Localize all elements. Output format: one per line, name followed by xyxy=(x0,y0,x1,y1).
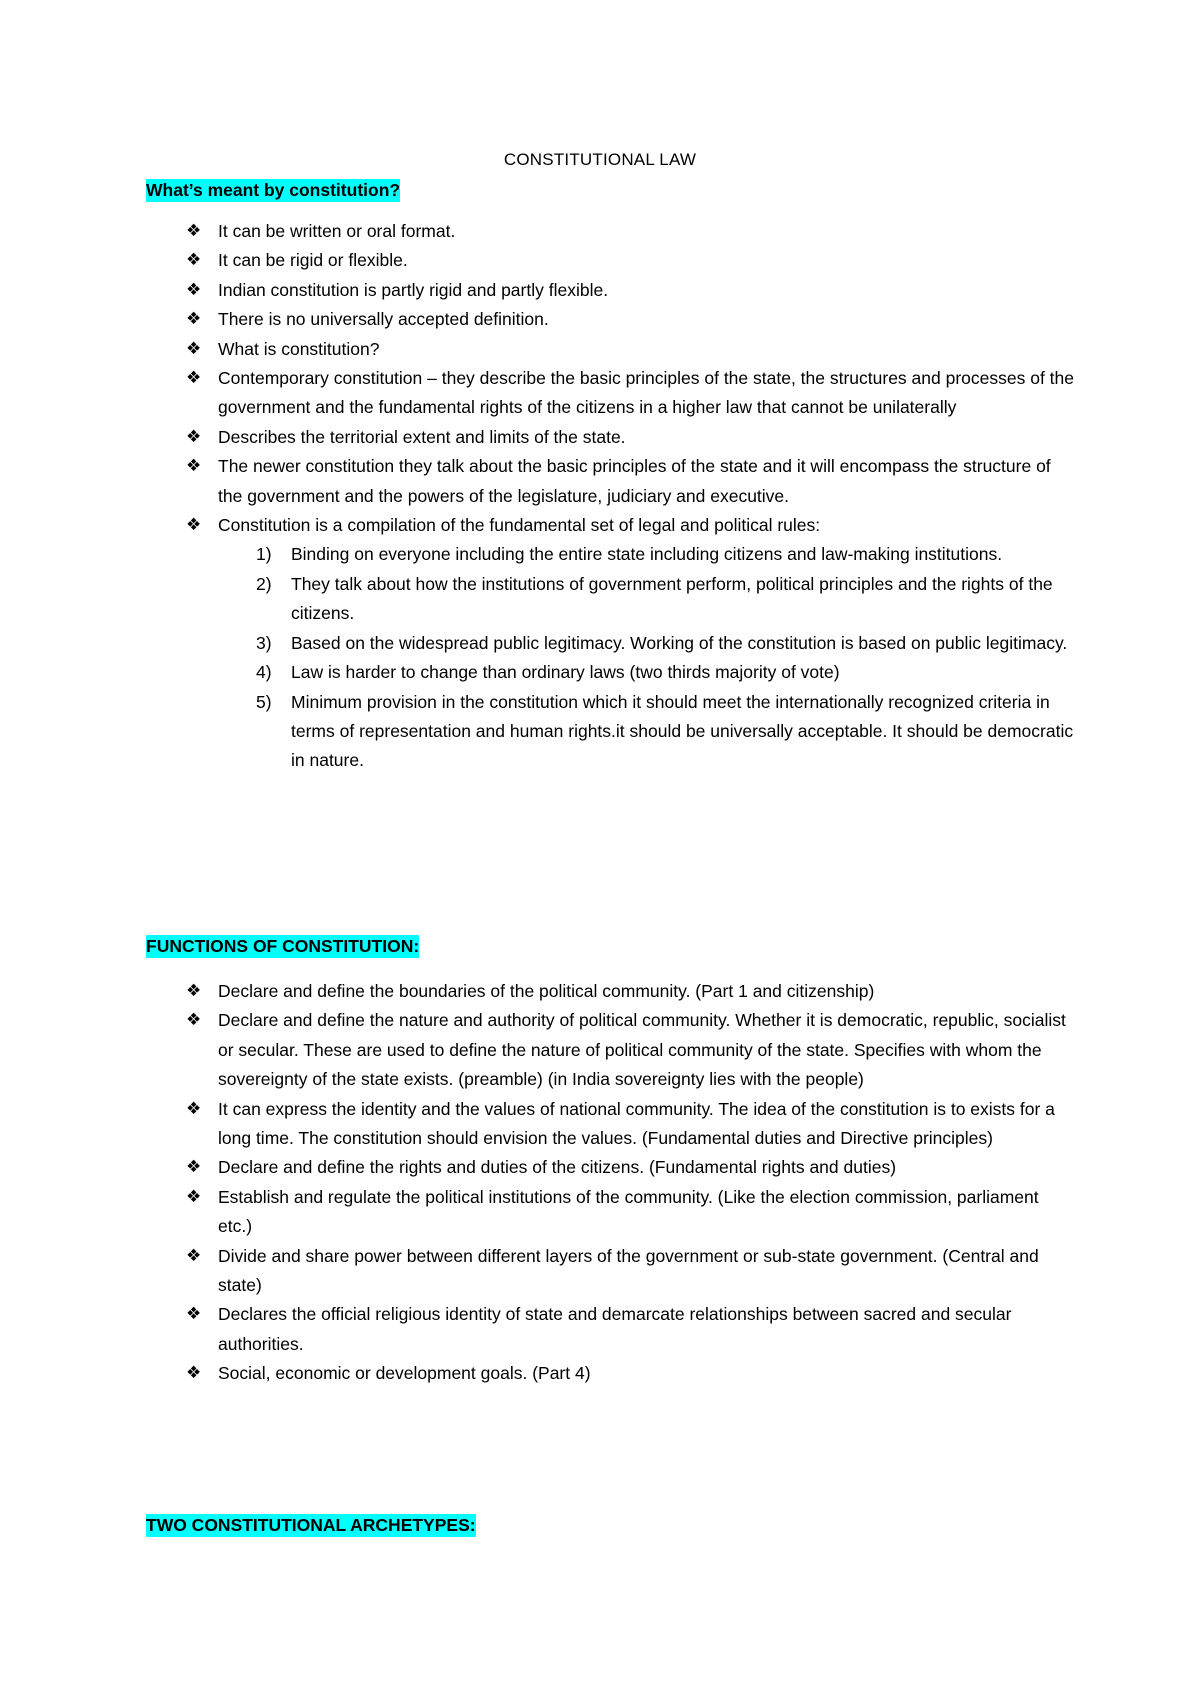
highlighted-heading-text: FUNCTIONS OF CONSTITUTION: xyxy=(146,936,420,956)
numbered-item: 4) Law is harder to change than ordinary laws (two thirds majority of vote) xyxy=(146,658,1076,687)
list-item: ❖ Contemporary constitution – they describe the basic principles of the state, the structures and processes of the government and the fundamental rights of the citizens in a higher law that cannot be unilaterally xyxy=(146,364,1076,423)
numbered-list-rules xyxy=(218,540,1076,775)
section-heading-functions xyxy=(146,934,419,958)
list-item: ❖ It can be written or oral format. xyxy=(146,217,1076,246)
list-item: ❖ Declare and define the rights and duties of the citizens. (Fundamental rights and duties) xyxy=(146,1153,1076,1182)
diamond-bullet-icon: ❖ xyxy=(186,456,202,477)
list-item: ❖ Social, economic or development goals. (Part 4) xyxy=(146,1359,1076,1388)
numbered-item: 1) Binding on everyone including the entire state including citizens and law-making institutions. xyxy=(146,540,1076,569)
list-item: ❖ What is constitution? xyxy=(146,335,1076,364)
list-item: ❖ It can be rigid or flexible. xyxy=(146,246,1076,275)
item-number: 2) xyxy=(256,573,272,594)
list-item: ❖ Declares the official religious identity of state and demarcate relationships between sacred and secular authorities. xyxy=(146,1300,1076,1359)
list-item: ❖ The newer constitution they talk about the basic principles of the state and it will encompass the structure of the government and the powers of the legislature, judiciary and executive. xyxy=(146,452,1076,511)
list-item: ❖ Establish and regulate the political institutions of the community. (Like the election commission, parliament etc.) xyxy=(146,1183,1076,1242)
list-item: ❖ Constitution is a compilation of the fundamental set of legal and political rules: 1) Binding on everyone including the entire state including citizens and law-making institutions. 2) They talk about how the institutions of government perform, political principles and the rights of the citizens. 3) Based on the widespread public legitimacy. Working of the constitution is based on public legitimacy. 4) Law is harder to change than ordinary laws (two thirds majority of vote) 5) Minimum provision in the constitution which it should meet the internationally recognized criteria in terms of representation and human rights.it should be universally acceptable. It should be democratic in nature. xyxy=(146,511,1076,776)
diamond-bullet-icon: ❖ xyxy=(186,1157,202,1178)
diamond-bullet-icon: ❖ xyxy=(186,426,202,447)
list-item: ❖ There is no universally accepted definition. xyxy=(146,305,1076,334)
highlighted-heading-text: TWO CONSTITUTIONAL ARCHETYPES: xyxy=(146,1515,476,1535)
diamond-bullet-icon: ❖ xyxy=(186,250,202,271)
list-item: ❖ Divide and share power between different layers of the government or sub-state government. (Central and state) xyxy=(146,1242,1076,1301)
section-heading-meaning xyxy=(146,178,400,202)
numbered-item: 3) Based on the widespread public legitimacy. Working of the constitution is based on public legitimacy. xyxy=(146,629,1076,658)
diamond-bullet-icon: ❖ xyxy=(186,309,202,330)
list-item: ❖ Describes the territorial extent and limits of the state. xyxy=(146,423,1076,452)
list-item: ❖ Declare and define the nature and authority of political community. Whether it is democratic, republic, socialist or secular. These are used to define the nature of political community of the state. Specifies with whom the sovereignty of the state exists. (preamble) (in India sovereignty lies with the people) xyxy=(146,1006,1076,1094)
diamond-bullet-icon: ❖ xyxy=(186,1010,202,1031)
diamond-bullet-icon: ❖ xyxy=(186,981,202,1001)
section-functions-body xyxy=(146,977,1076,1389)
list-item: ❖ Indian constitution is partly rigid and partly flexible. xyxy=(146,276,1076,305)
numbered-item: 5) Minimum provision in the constitution which it should meet the internationally recognized criteria in terms of representation and human rights.it should be universally acceptable. It should be democratic in nature. xyxy=(146,688,1076,776)
diamond-bullet-icon: ❖ xyxy=(186,368,202,389)
diamond-bullet-icon: ❖ xyxy=(186,515,202,536)
item-number: 4) xyxy=(256,662,272,683)
section-heading-archetypes xyxy=(146,1513,476,1537)
bullet-list-meaning xyxy=(146,217,1076,776)
item-number: 3) xyxy=(256,632,272,653)
document-title: CONSTITUTIONAL LAW xyxy=(503,150,697,169)
diamond-bullet-icon: ❖ xyxy=(186,221,202,241)
numbered-item: 2) They talk about how the institutions of government perform, political principles and the rights of the citizens. xyxy=(146,570,1076,629)
diamond-bullet-icon: ❖ xyxy=(186,1363,202,1384)
diamond-bullet-icon: ❖ xyxy=(186,338,202,359)
bullet-list-functions xyxy=(146,977,1076,1389)
item-number: 5) xyxy=(256,691,272,712)
highlighted-heading-text: What’s meant by constitution? xyxy=(146,180,401,200)
diamond-bullet-icon: ❖ xyxy=(186,1245,202,1266)
section-meaning-body xyxy=(146,217,1076,776)
diamond-bullet-icon: ❖ xyxy=(186,1304,202,1325)
diamond-bullet-icon: ❖ xyxy=(186,1098,202,1119)
item-number: 1) xyxy=(256,544,272,565)
diamond-bullet-icon: ❖ xyxy=(186,279,202,300)
list-item: ❖ It can express the identity and the values of national community. The idea of the constitution is to exists for a long time. The constitution should envision the values. (Fundamental duties and Directive principles) xyxy=(146,1095,1076,1154)
list-item: ❖ Declare and define the boundaries of the political community. (Part 1 and citizenship) xyxy=(146,977,1076,1006)
diamond-bullet-icon: ❖ xyxy=(186,1186,202,1207)
